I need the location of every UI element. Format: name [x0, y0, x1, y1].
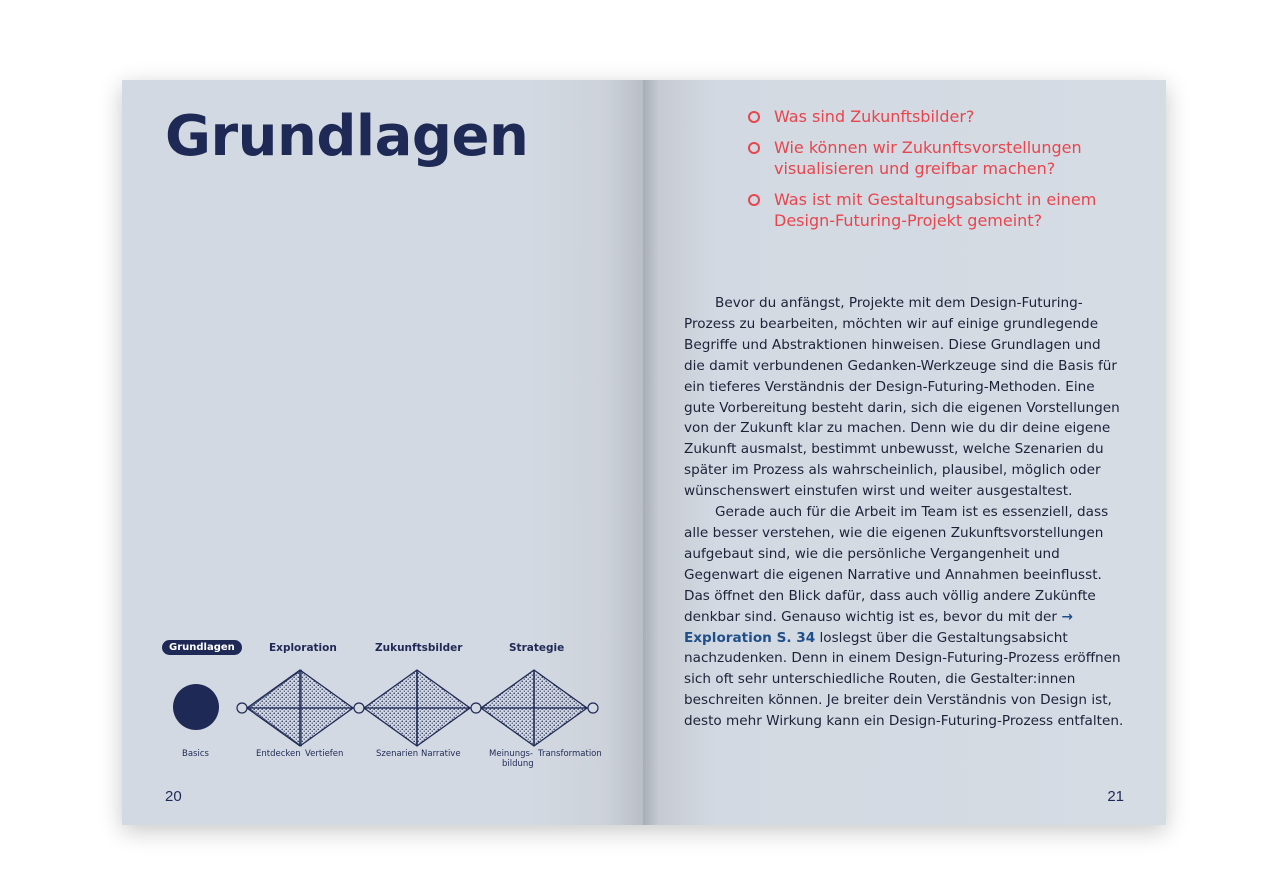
node [237, 703, 247, 713]
sub-label-meinungsbildung-2: bildung [502, 759, 534, 769]
sub-label-basics: Basics [182, 749, 209, 759]
question-text: Was sind Zukunftsbilder? [774, 107, 975, 126]
circle-bullet-icon [748, 142, 760, 154]
question-list [746, 106, 1126, 241]
circle-bullet-icon [748, 194, 760, 206]
page-number-left: 20 [165, 788, 182, 805]
stage-zukunftsbilder-label: Zukunftsbilder [375, 642, 463, 654]
process-diagram-graphic [157, 636, 607, 786]
paragraph-2-end: loslegst über die Gestaltungsabsicht nachzudenken. Denn in einem Design-Futuring-Prozess eröffnen sich oft sehr unterschiedliche Routen, die Gestalter:innen beschreiten können. Je breiter dein Verständnis von Design ist, desto mehr Wirkung kann ein Design-Futuring-Prozess entfalten. [684, 629, 1124, 730]
right-page [643, 80, 1166, 825]
page-number-right: 21 [1107, 788, 1124, 805]
sub-label-szenarien: Szenarien [376, 749, 419, 759]
body-text [684, 293, 1124, 732]
paragraph-2 [684, 502, 1124, 732]
stage-grundlagen-pill: Grundlagen [162, 640, 242, 655]
stage-exploration-label: Exploration [269, 642, 337, 654]
question-text: Wie können wir Zukunftsvorstellungen visualisieren und greifbar machen? [774, 138, 1082, 178]
diamond-exploration [247, 670, 353, 746]
sub-label-meinungsbildung-1: Meinungs- [489, 749, 533, 759]
node [588, 703, 598, 713]
question-item [746, 137, 1126, 179]
paragraph-1: Bevor du anfängst, Projekte mit dem Design-Futuring-Prozess zu bearbeiten, möchten wir auf einige grundlegende Begriffe und Abstraktionen hinweisen. Diese Grundlagen und die damit verbundenen Gedanken-Werkzeuge sind die Basis für ein tieferes Verständnis der Design-Futuring-Methoden. Eine gute Vorbereitung besteht darin, sich die eigenen Vorstellungen von der Zukunft klar zu machen. Denn wie du dir deine eigene Zukunft ausmalst, bestimmt unbewusst, welche Szenarien du später im Prozess als wahrscheinlich, plausibel, möglich oder wünschenswert einstufen wirst und weiter ausgestaltest. [684, 295, 1120, 500]
left-page [122, 80, 643, 825]
node [354, 703, 364, 713]
basics-circle [173, 684, 219, 730]
question-item [746, 106, 1126, 127]
page-title: Grundlagen [165, 104, 529, 169]
sub-label-vertiefen: Vertiefen [305, 749, 344, 759]
sub-label-narrative: Narrative [421, 749, 461, 759]
process-diagram [157, 636, 607, 786]
diamond-zukunftsbilder [364, 670, 470, 746]
question-text: Was ist mit Gestaltungsabsicht in einem Design-Futuring-Projekt gemeint? [774, 190, 1097, 230]
circle-bullet-icon [748, 111, 760, 123]
book-spread [122, 80, 1166, 825]
sub-label-transformation: Transformation [538, 749, 602, 759]
stage-strategie-label: Strategie [509, 642, 565, 654]
node [471, 703, 481, 713]
diamond-strategie [481, 670, 587, 746]
question-item [746, 189, 1126, 231]
sub-label-entdecken: Entdecken [256, 749, 301, 759]
paragraph-2-start: Gerade auch für die Arbeit im Team ist es essenziell, dass alle besser verstehen, wie die eigenen Zukunftsvorstellungen aufgebaut sind, wie die persönliche Vergangenheit und Gegenwart die eigenen Narrative und Annahmen beeinflusst. Das öffnet den Blick dafür, dass auch völlig andere Zukünfte denkbar sind. Genauso wichtig ist es, bevor du mit der [684, 504, 1109, 625]
cross-reference-link[interactable]: → Exploration S. 34 [684, 608, 1073, 646]
